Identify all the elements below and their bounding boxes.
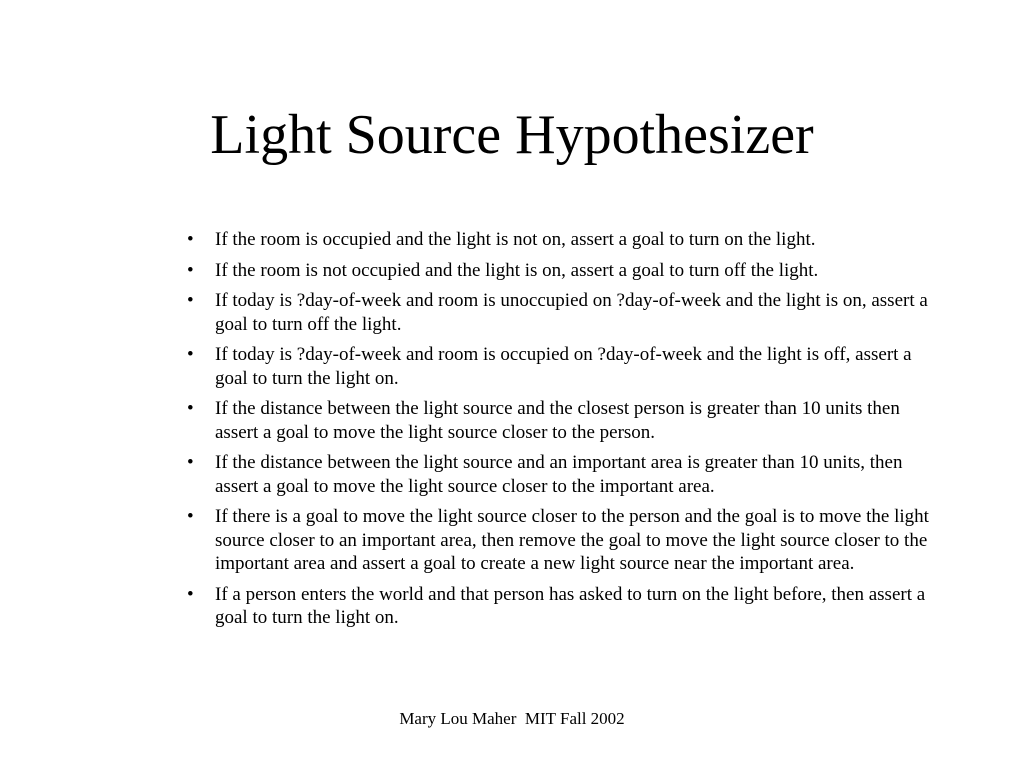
bullet-icon: • [187, 506, 194, 527]
bullet-item [187, 289, 947, 336]
bullet-text: If today is ?day-of-week and room is occupied on ?day-of-week and the light is off, assert a goal to turn the light on. [215, 344, 912, 389]
bullet-icon: • [187, 259, 194, 281]
bullet-item [187, 451, 947, 498]
bullet-item [187, 505, 947, 576]
bullet-item [187, 583, 947, 630]
bullet-list [187, 228, 947, 637]
bullet-icon: • [187, 344, 194, 365]
bullet-item [187, 397, 947, 444]
bullet-icon: • [187, 290, 194, 311]
slide-footer: Mary Lou Maher MIT Fall 2002 [399, 709, 625, 728]
bullet-icon: • [187, 229, 194, 250]
bullet-text: If the distance between the light source and the closest person is greater than 10 units then assert a goal to move the light source closer to the person. [215, 398, 900, 443]
bullet-icon: • [187, 452, 194, 473]
bullet-text: If the room is not occupied and the light is on, assert a goal to turn off the light. [215, 259, 819, 281]
bullet-icon: • [187, 583, 194, 605]
bullet-text: If there is a goal to move the light source closer to the person and the goal is to move the light source closer to an important area, then remove the goal to move the light source closer to the important area and assert a goal to create a new light source near the important area. [215, 506, 929, 574]
bullet-text: If a person enters the world and that person has asked to turn on the light before, then assert a goal to turn the light on. [215, 583, 926, 628]
bullet-icon: • [187, 398, 194, 419]
bullet-text: If the distance between the light source and an important area is greater than 10 units, then assert a goal to move the light source closer to the important area. [215, 452, 903, 497]
bullet-item [187, 228, 947, 252]
bullet-text: If the room is occupied and the light is not on, assert a goal to turn on the light. [215, 229, 816, 250]
bullet-item [187, 259, 947, 283]
bullet-text: If today is ?day-of-week and room is unoccupied on ?day-of-week and the light is on, assert a goal to turn off the light. [215, 290, 928, 335]
bullet-item [187, 343, 947, 390]
slide-title: Light Source Hypothesizer [210, 104, 814, 166]
